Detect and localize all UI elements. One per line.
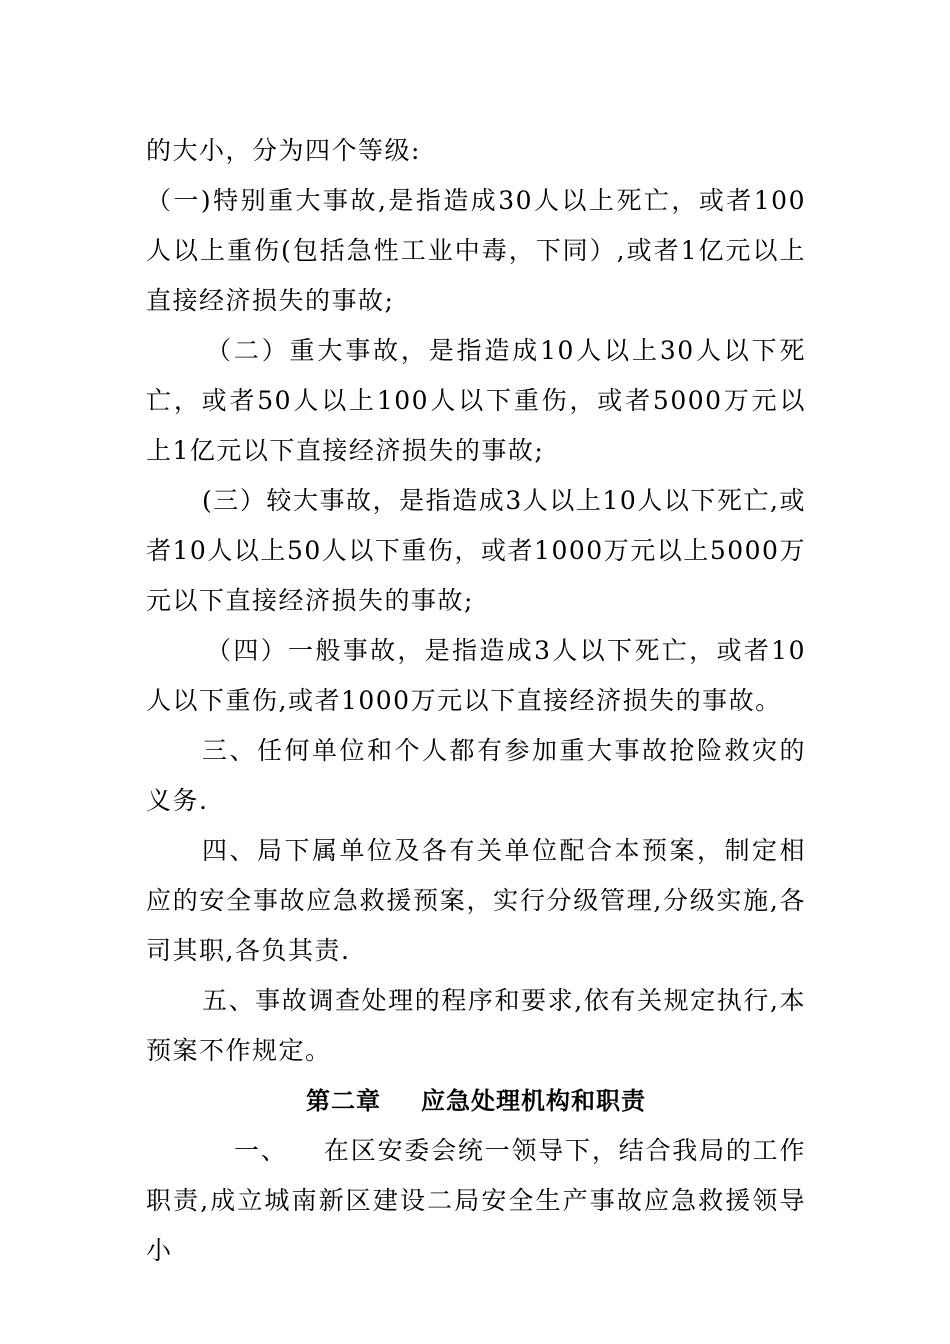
item-marker: 一、 [234, 1136, 288, 1165]
paragraph-item-four: 四、局下属单位及各有关单位配合本预案，制定相应的安全事故应急救援预案，实行分级管理,分级实施,各司其职,各负其责. [146, 836, 806, 965]
paragraph-level-three: (三）较大事故，是指造成3人以上10人以下死亡,或者10人以上50人以下重伤，或者1000万元以上5000万元以下直接经济损失的事故; [146, 486, 806, 615]
paragraph-level-two: （二）重大事故，是指造成10人以上30人以下死亡，或者50人以上100人以下重伤，或者5000万元以上1亿元以下直接经济损失的事故; [146, 336, 806, 465]
paragraph-item-five: 五、事故调查处理的程序和要求,依有关规定执行,本预案不作规定。 [146, 986, 806, 1065]
paragraph-level-four: （四）一般事故，是指造成3人以下死亡，或者10人以下重伤,或者1000万元以下直接经济损失的事故。 [146, 636, 806, 715]
document-body [146, 126, 806, 1276]
item-text: 在区安委会统一领导下，结合我局的工作职责,成立城南新区建设二局安全生产事故应急救援领导小 [146, 1136, 806, 1265]
paragraph-chapter-item-one [146, 1126, 806, 1276]
chapter-number: 第二章 [306, 1087, 381, 1115]
paragraph-item-three: 三、任何单位和个人都有参加重大事故抢险救灾的义务. [146, 736, 806, 815]
paragraph-level-one: （一)特别重大事故,是指造成30人以上死亡，或者100人以上重伤(包括急性工业中毒，下同）,或者1亿元以上直接经济损失的事故; [146, 186, 806, 315]
chapter-heading [146, 1076, 806, 1126]
chapter-title: 应急处理机构和职责 [421, 1087, 646, 1115]
paragraph-intro: 的大小，分为四个等级: [146, 136, 421, 165]
